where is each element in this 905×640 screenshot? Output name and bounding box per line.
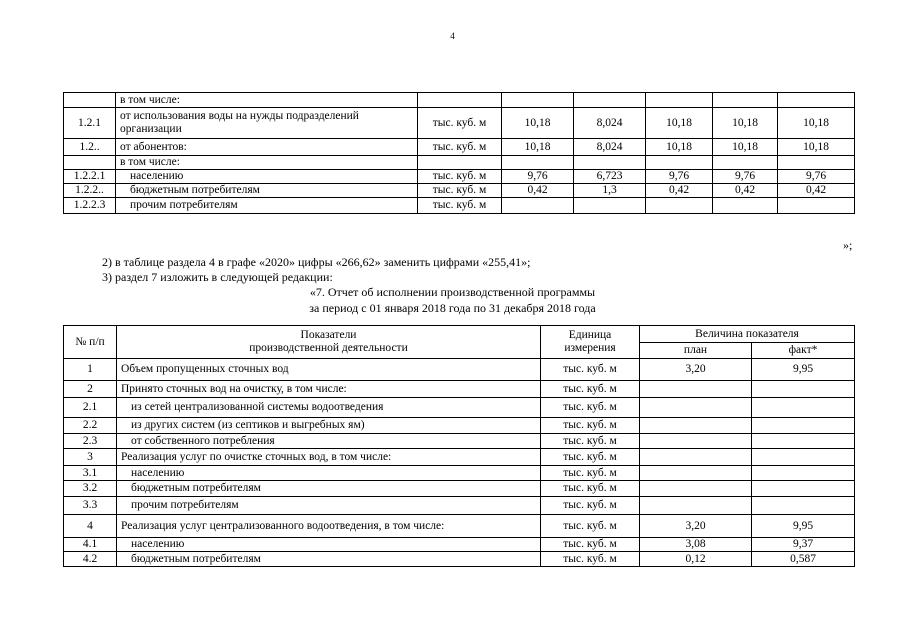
row-plan [640,381,752,398]
row-name: от собственного потребления [117,434,541,449]
row-num: 1 [64,359,117,381]
row-unit: тыс. куб. м [418,170,502,184]
row-unit: тыс. куб. м [541,538,640,552]
row-value: 10,18 [646,108,713,139]
table-row [64,481,855,497]
row-value: 9,76 [778,170,855,184]
row-value: 10,18 [502,108,574,139]
section-title-line-1: «7. Отчет об исполнении производственной программы [309,285,596,299]
row-name: бюджетным потребителям [117,552,541,567]
row-name: прочим потребителям [117,497,541,515]
row-num: 3.3 [64,497,117,515]
row-name: в том числе: [116,156,418,170]
row-unit: тыс. куб. м [541,466,640,481]
table-row [64,398,855,418]
row-plan [640,398,752,418]
row-name: Реализация услуг централизованного водоотведения, в том числе: [117,515,541,538]
row-value [713,198,778,214]
header-unit [541,326,640,359]
row-value: 9,76 [646,170,713,184]
row-unit: тыс. куб. м [541,418,640,434]
row-unit: тыс. куб. м [418,184,502,198]
row-fact: 9,95 [752,515,855,538]
row-value [502,198,574,214]
row-value: 10,18 [778,139,855,156]
row-num: 4.1 [64,538,117,552]
row-plan [640,418,752,434]
row-value: 0,42 [502,184,574,198]
row-name: от абонентов: [116,139,418,156]
header-name [117,326,541,359]
row-value: 0,42 [778,184,855,198]
row-num: 2.1 [64,398,117,418]
row-num: 2 [64,381,117,398]
row-plan [640,497,752,515]
row-unit: тыс. куб. м [418,108,502,139]
row-fact [752,434,855,449]
row-plan [640,434,752,449]
row-num: 3.2 [64,481,117,497]
row-value: 10,18 [646,139,713,156]
row-value: 9,76 [502,170,574,184]
row-num: 2.2 [64,418,117,434]
row-fact: 9,95 [752,359,855,381]
row-plan [640,449,752,466]
table-row [64,497,855,515]
table-row [64,156,855,170]
paragraph-2: 2) в таблице раздела 4 в графе «2020» цифры «266,62» заменить цифрами «255,41»; [102,255,531,269]
row-plan [640,481,752,497]
header-value: Величина показателя [640,326,855,343]
row-name: населению [117,538,541,552]
row-name: населению [117,466,541,481]
row-fact: 9,37 [752,538,855,552]
row-value: 9,76 [713,170,778,184]
row-num: 1.2.2.. [64,184,116,198]
row-value: 8,024 [574,139,646,156]
row-plan: 3,08 [640,538,752,552]
row-value [713,93,778,108]
row-plan [640,466,752,481]
header-unit-line-2: измерения [564,342,616,354]
row-fact [752,497,855,515]
table-row [64,466,855,481]
row-unit [418,93,502,108]
row-plan: 3,20 [640,515,752,538]
row-num: 1.2.2.3 [64,198,116,214]
row-unit: тыс. куб. м [541,515,640,538]
row-fact [752,481,855,497]
row-value: 0,42 [646,184,713,198]
page-number: 4 [450,31,455,41]
row-num: 1.2.. [64,139,116,156]
header-fact: факт* [752,343,855,359]
table-row [64,515,855,538]
table-row [64,418,855,434]
row-num: 3.1 [64,466,117,481]
row-value [502,156,574,170]
row-fact: 0,587 [752,552,855,567]
row-value [713,156,778,170]
closing-quote: »; [843,238,853,252]
row-name: из сетей централизованной системы водоотведения [117,398,541,418]
row-value: 10,18 [713,108,778,139]
row-value [574,93,646,108]
row-value: 8,024 [574,108,646,139]
row-unit: тыс. куб. м [541,449,640,466]
row-fact [752,418,855,434]
row-value: 6,723 [574,170,646,184]
row-value: 10,18 [713,139,778,156]
row-unit: тыс. куб. м [541,434,640,449]
row-value [574,156,646,170]
row-unit: тыс. куб. м [541,497,640,515]
row-num: 3 [64,449,117,466]
row-num [64,93,116,108]
table-row [64,538,855,552]
section-title-line-2: за период с 01 января 2018 года по 31 декабря 2018 года [309,301,596,315]
row-unit: тыс. куб. м [418,198,502,214]
report-table [63,325,855,567]
row-unit: тыс. куб. м [418,139,502,156]
row-num: 2.3 [64,434,117,449]
header-plan: план [640,343,752,359]
row-fact [752,466,855,481]
row-value [502,93,574,108]
table-row [64,93,855,108]
row-value: 10,18 [778,108,855,139]
row-num: 4 [64,515,117,538]
table-row [64,381,855,398]
row-value [778,93,855,108]
row-unit: тыс. куб. м [541,398,640,418]
row-value: 10,18 [502,139,574,156]
row-value [574,198,646,214]
row-num: 4.2 [64,552,117,567]
row-value [778,156,855,170]
row-value [646,156,713,170]
row-plan: 0,12 [640,552,752,567]
row-num: 1.2.2.1 [64,170,116,184]
table-row [64,434,855,449]
row-name: прочим потребителям [116,198,418,214]
row-value [778,198,855,214]
row-value: 0,42 [713,184,778,198]
row-value: 1,3 [574,184,646,198]
row-unit: тыс. куб. м [541,552,640,567]
table-row [64,552,855,567]
table-row [64,170,855,184]
table-row [64,108,855,139]
row-fact [752,398,855,418]
row-name: от использования воды на нужды подразделений организации [116,108,418,139]
row-num [64,156,116,170]
row-name: из других систем (из септиков и выгребных ям) [117,418,541,434]
row-name: Объем пропущенных сточных вод [117,359,541,381]
row-unit: тыс. куб. м [541,381,640,398]
row-fact [752,449,855,466]
row-name: в том числе: [116,93,418,108]
row-name: бюджетным потребителям [116,184,418,198]
paragraph-3: 3) раздел 7 изложить в следующей редакции: [102,270,333,284]
row-unit: тыс. куб. м [541,359,640,381]
table-row [64,198,855,214]
table-row [64,449,855,466]
table-row [64,359,855,381]
header-name-line-2: производственной деятельности [249,342,408,354]
table-row [64,184,855,198]
water-table [63,92,855,214]
row-name: Реализация услуг по очистке сточных вод, в том числе: [117,449,541,466]
row-fact [752,381,855,398]
row-plan: 3,20 [640,359,752,381]
row-name: Принято сточных вод на очистку, в том числе: [117,381,541,398]
header-name-line-1: Показатели [300,329,357,341]
row-name: населению [116,170,418,184]
header-unit-line-1: Единица [568,329,612,341]
header-num: № п/п [64,326,117,359]
row-unit: тыс. куб. м [541,481,640,497]
row-unit [418,156,502,170]
row-value [646,93,713,108]
row-value [646,198,713,214]
row-name: бюджетным потребителям [117,481,541,497]
row-num: 1.2.1 [64,108,116,139]
table-row [64,139,855,156]
